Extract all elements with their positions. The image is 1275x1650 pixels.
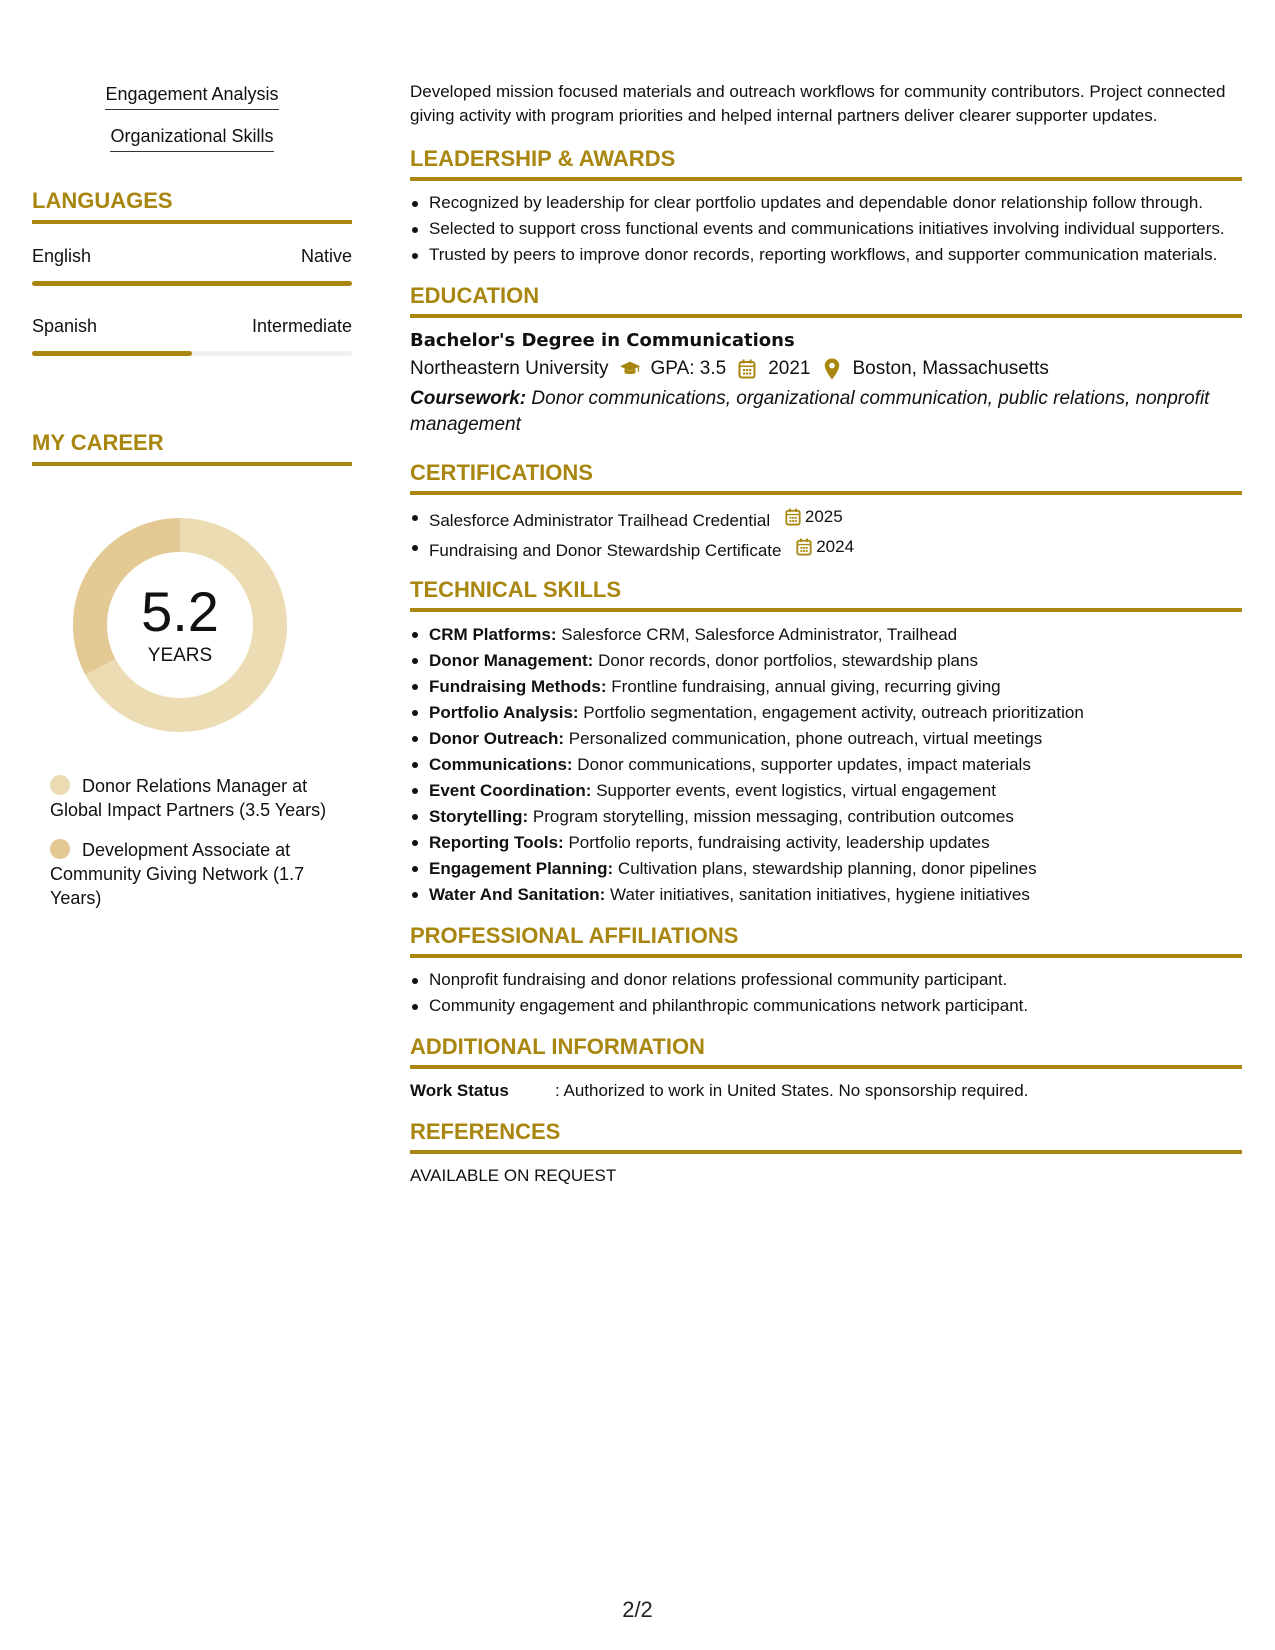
certification-item: Fundraising and Donor Stewardship Certificate 2024 (410, 535, 1242, 563)
career-unit: YEARS (147, 645, 213, 666)
work-status-row (410, 1079, 1242, 1103)
technical-skill-item: Water And Sanitation: Water initiatives, sanitation initiatives, hygiene initiatives (410, 882, 1242, 907)
school-location: Boston, Massachusetts (852, 358, 1049, 379)
graduation-cap-icon (619, 358, 641, 380)
language-bar-fill (32, 281, 352, 286)
certifications-heading: CERTIFICATIONS (410, 460, 1242, 495)
calendar-icon (736, 358, 758, 380)
language-level: Native (300, 246, 352, 266)
location-pin-icon (821, 358, 843, 380)
additional-info-heading: ADDITIONAL INFORMATION (410, 1034, 1242, 1069)
degree-title: Bachelor's Degree in Communications (410, 330, 795, 351)
affiliations-heading: PROFESSIONAL AFFILIATIONS (410, 923, 1242, 958)
language-item (32, 316, 352, 356)
list-item: Nonprofit fundraising and donor relations professional community participant. (410, 968, 1242, 992)
page-number: 2/2 (622, 1597, 653, 1622)
technical-skill-item: Portfolio Analysis: Portfolio segmentation, engagement activity, outreach prioritization (410, 700, 1242, 725)
affiliations-list (410, 968, 1242, 1018)
career-donut-chart (67, 512, 293, 738)
career-legend-item: Development Associate at Community Giving Network (1.7 Years) (50, 840, 305, 908)
language-bar-fill (32, 351, 192, 356)
references-heading: REFERENCES (410, 1119, 1242, 1154)
certification-year: 2025 (804, 507, 843, 526)
school-name: Northeastern University (410, 358, 609, 379)
language-level: Intermediate (251, 316, 352, 336)
leadership-heading: LEADERSHIP & AWARDS (410, 146, 1242, 181)
main-content (410, 80, 1242, 1188)
gpa: GPA: 3.5 (650, 358, 727, 379)
legend-dot (50, 775, 70, 795)
career-heading: MY CAREER (32, 430, 352, 466)
technical-skill-item: Communications: Donor communications, supporter updates, impact materials (410, 752, 1242, 777)
career-legend-item: Donor Relations Manager at Global Impact Partners (3.5 Years) (50, 776, 327, 820)
education-meta (410, 354, 1242, 384)
language-bar (32, 281, 352, 286)
career-legend (32, 774, 352, 910)
career-total: 5.2 (141, 580, 219, 643)
work-status-label: Work Status (410, 1081, 509, 1100)
technical-skill-item: Reporting Tools: Portfolio reports, fundraising activity, leadership updates (410, 830, 1242, 855)
list-item: Recognized by leadership for clear portfolio updates and dependable donor relationship follow through. (410, 191, 1242, 215)
technical-skills-list (410, 622, 1242, 907)
certifications-list (410, 505, 1242, 563)
calendar-icon (785, 508, 801, 526)
calendar-icon (796, 538, 812, 556)
education-heading: EDUCATION (410, 283, 1242, 318)
language-name: Spanish (32, 316, 98, 336)
language-name: English (32, 246, 92, 266)
skill-tag: Organizational Skills (32, 126, 352, 152)
language-item (32, 246, 352, 286)
list-item: Community engagement and philanthropic communications network participant. (410, 994, 1242, 1018)
technical-skill-item: Fundraising Methods: Frontline fundraising, annual giving, recurring giving (410, 674, 1242, 699)
project-description: Developed mission focused materials and outreach workflows for community contributors. Project connected giving activity with program priorities and helped internal partners deliver clearer supporter updates. (410, 82, 1226, 125)
sidebar (32, 84, 352, 926)
leadership-list (410, 191, 1242, 267)
graduation-year: 2021 (768, 358, 811, 379)
references-text: AVAILABLE ON REQUEST (410, 1166, 617, 1185)
technical-skills-heading: TECHNICAL SKILLS (410, 577, 1242, 612)
work-status-value: : Authorized to work in United States. No sponsorship required. (555, 1081, 1029, 1100)
technical-skill-item: Storytelling: Program storytelling, mission messaging, contribution outcomes (410, 804, 1242, 829)
technical-skill-item: CRM Platforms: Salesforce CRM, Salesforce Administrator, Trailhead (410, 622, 1242, 647)
list-item: Trusted by peers to improve donor records, reporting workflows, and supporter communication materials. (410, 243, 1242, 267)
list-item: Selected to support cross functional events and communications initiatives involving individual supporters. (410, 217, 1242, 241)
legend-dot (50, 839, 70, 859)
technical-skill-item: Donor Outreach: Personalized communication, phone outreach, virtual meetings (410, 726, 1242, 751)
skill-tag: Engagement Analysis (32, 84, 352, 110)
coursework: Coursework: Donor communications, organizational communication, public relations, nonprofit management (410, 388, 1210, 435)
technical-skill-item: Event Coordination: Supporter events, event logistics, virtual engagement (410, 778, 1242, 803)
certification-year: 2024 (816, 537, 855, 556)
certification-item: Salesforce Administrator Trailhead Credential 2025 (410, 505, 1242, 533)
languages-heading: LANGUAGES (32, 188, 352, 224)
technical-skill-item: Donor Management: Donor records, donor portfolios, stewardship plans (410, 648, 1242, 673)
language-bar (32, 351, 352, 356)
technical-skill-item: Engagement Planning: Cultivation plans, stewardship planning, donor pipelines (410, 856, 1242, 881)
